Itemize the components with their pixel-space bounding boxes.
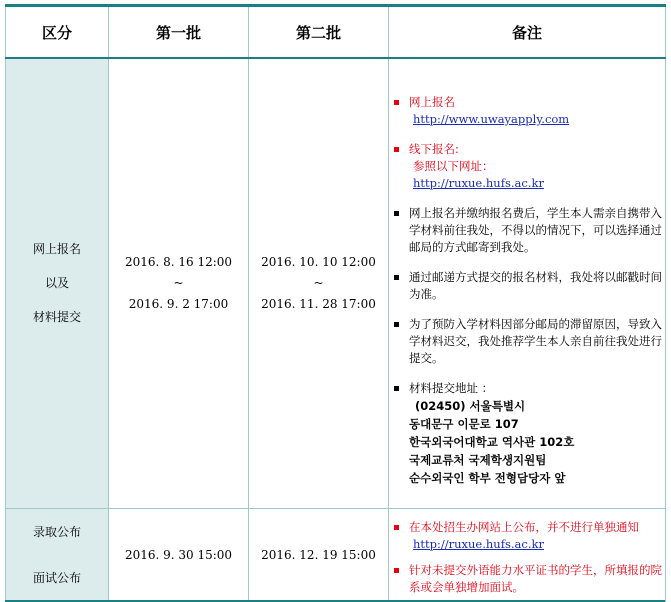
- batch1-tilde: ~: [173, 275, 184, 290]
- address-line: 국제교류처 국제학생지원팀: [409, 452, 547, 467]
- header-row: [6, 6, 666, 59]
- address-title: 材料提交地址 ：: [409, 380, 494, 395]
- interview-text: 针对未提交外语能力水平证书的学生，所填报的院系或会单独增加面试。: [409, 562, 662, 594]
- category-line: 网上报名: [32, 242, 81, 257]
- batch2-end: 2016. 11. 28 17:00: [261, 296, 376, 311]
- red-bullet-icon: [394, 147, 399, 152]
- black-bullet-icon: [394, 386, 399, 391]
- online-title: 网上报名: [409, 94, 455, 109]
- red-bullet-icon: [394, 525, 399, 530]
- note-online: [389, 94, 665, 128]
- header-batch2: 第二批: [249, 6, 389, 59]
- admission-schedule-table: [5, 4, 666, 602]
- note-address: [389, 380, 665, 487]
- address-line: 순수외국인 학부 전형담당자 앞: [409, 470, 566, 485]
- offline-sub: 参照以下网址：: [413, 158, 494, 173]
- notes-cell-application: [389, 58, 666, 508]
- red-bullet-icon: [394, 100, 399, 105]
- table-row-results: [6, 508, 666, 601]
- header-category: 区分: [6, 6, 109, 59]
- note-announcement: [389, 519, 665, 553]
- note-postmark: [389, 269, 665, 303]
- note-text: 为了预防入学材料因部分邮局的滞留原因，导致入学材料迟交，我处推荐学生本人亲自前往我处进行提交。: [409, 316, 662, 365]
- batch2-tilde: ~: [313, 275, 324, 290]
- batch1-start: 2016. 8. 16 12:00: [124, 254, 233, 269]
- header-notes: 备注: [389, 6, 666, 59]
- category-cell-results: [6, 508, 109, 601]
- table-row-application: [6, 58, 666, 508]
- batch2-period-cell: [249, 58, 389, 508]
- red-bullet-icon: [394, 568, 399, 573]
- uwayapply-link[interactable]: http://www.uwayapply.com: [413, 111, 570, 126]
- note-offline: [389, 141, 665, 192]
- ruxue-link[interactable]: http://ruxue.hufs.ac.kr: [413, 175, 544, 190]
- batch1-result-cell: 2016. 9. 30 15:00: [109, 508, 249, 601]
- category-cell-application: [6, 58, 109, 508]
- note-in-person: [389, 316, 665, 367]
- address-line: 동대문구 이문로 107: [409, 416, 519, 431]
- batch2-start: 2016. 10. 10 12:00: [261, 254, 376, 269]
- batch1-period-cell: [109, 58, 249, 508]
- address-line: 한국외국어대학교 역사관 102호: [409, 434, 575, 449]
- header-batch1: 第一批: [109, 6, 249, 59]
- note-text: 网上报名并缴纳报名费后，学生本人需亲自携带入学材料前往我处，不得以的情况下，可以选择通过邮局的方式邮寄到我处。: [409, 205, 662, 254]
- note-text: 通过邮递方式提交的报名材料，我处将以邮戳时间为准。: [409, 269, 662, 301]
- batch1-end: 2016. 9. 2 17:00: [128, 296, 229, 311]
- category-line: 面试公布: [32, 570, 81, 585]
- offline-title: 线下报名:: [409, 141, 459, 156]
- announce-text: 在本处招生办网站上公布，并不进行单独通知: [409, 519, 639, 534]
- batch2-result-cell: 2016. 12. 19 15:00: [249, 508, 389, 601]
- black-bullet-icon: [394, 211, 399, 216]
- category-line: 材料提交: [32, 310, 81, 325]
- note-interview: [389, 562, 665, 596]
- category-line: 以及: [44, 276, 69, 291]
- address-line: (02450) 서울특별시: [415, 398, 526, 413]
- ruxue-result-link[interactable]: http://ruxue.hufs.ac.kr: [413, 536, 544, 551]
- black-bullet-icon: [394, 275, 399, 280]
- notes-cell-results: [389, 508, 666, 601]
- category-line: 录取公布: [32, 524, 81, 539]
- note-submission: [389, 205, 665, 256]
- black-bullet-icon: [394, 322, 399, 327]
